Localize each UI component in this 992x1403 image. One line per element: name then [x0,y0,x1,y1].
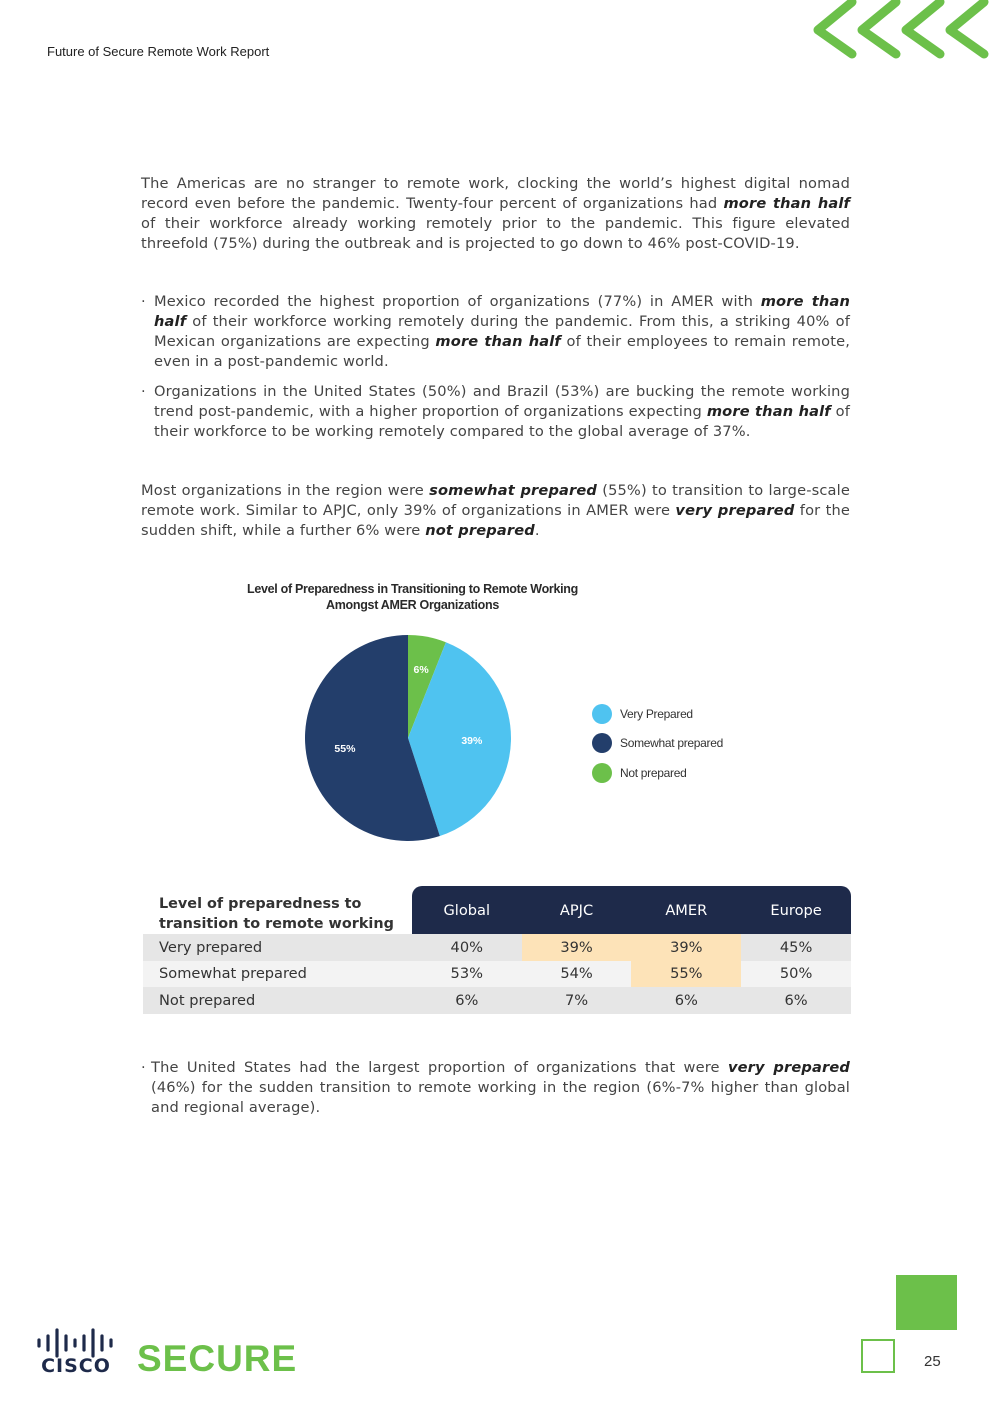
bullet-mexico-text [154,292,850,372]
table-row [143,987,851,1014]
cell-amer: 6% [631,987,741,1014]
prep-emphasis-2: very prepared [675,502,795,519]
bullet-us-brazil-text [154,382,850,442]
preparedness-table [143,886,851,1014]
cell-global: 40% [412,934,522,961]
legend-item-somewhat-prepared [592,729,723,759]
cell-europe: 6% [741,987,851,1014]
cisco-logo [36,1328,120,1379]
table-header-amer: AMER [631,886,741,934]
prep-text-2: (55%) to transition to large-scale remote work. Similar to APJC, only 39% of organizations in AMER were [141,482,850,519]
preparedness-paragraph [141,481,850,541]
chevron-decoration-icon [802,0,992,62]
bullet-dot: · [141,1059,146,1076]
bullet-united-states [141,1058,850,1118]
table-row [143,961,851,988]
row-label: Very prepared [143,934,412,961]
legend-swatch-not-prepared [592,763,612,783]
bullet-us-brazil-text-1: Organizations in the United States (50%) and Brazil (53%) are bucking the remote working trend post-pandemic, with a higher proportion of organizations expecting [154,383,850,420]
pie-label-somewhat-prepared: 55% [334,742,356,755]
cisco-bridge-icon [36,1328,120,1374]
bullet-mexico-emphasis-1: more than half [154,293,850,330]
chart-title: Level of Preparedness in Transitioning to Remote Working Amongst AMER Organizations [247,582,578,612]
cell-apjc: 39% [522,934,632,961]
legend-swatch-somewhat-prepared [592,733,612,753]
chart-legend [592,699,723,788]
legend-label-somewhat-prepared: Somewhat prepared [620,736,723,751]
pie-label-not-prepared: 6% [413,664,429,677]
row-label: Not prepared [143,987,412,1014]
bullet-mexico-text-1: Mexico recorded the highest proportion of organizations (77%) in AMER with [154,293,761,310]
bullet-us-emphasis-1: very prepared [727,1059,850,1076]
pie-label-very-prepared: 39% [461,735,483,748]
intro-text-1: The Americas are no stranger to remote work, clocking the world’s highest digital nomad record even before the pandemic. Twenty-four percent of organizations had [141,175,850,212]
bullet-us-brazil [141,382,850,442]
row-label: Somewhat prepared [143,961,412,988]
intro-paragraph [141,174,850,254]
prep-emphasis-3: not prepared [425,522,535,539]
prep-emphasis-1: somewhat prepared [429,482,598,499]
green-square-decoration [896,1275,957,1330]
legend-label-very-prepared: Very Prepared [620,706,693,721]
intro-text-2: of their workforce already working remotely prior to the pandemic. This figure elevated threefold (75%) during the outbreak and is projected to go down to 46% post-COVID-19. [141,215,850,252]
legend-swatch-very-prepared [592,704,612,724]
legend-label-not-prepared: Not prepared [620,765,687,780]
table-header-europe: Europe [741,886,851,934]
cisco-wordmark: CISCO [41,1355,111,1374]
legend-item-very-prepared [592,699,723,729]
bullet-mexico-emphasis-2: more than half [435,333,561,350]
bullet-mexico [141,292,850,372]
table-header-label [143,886,412,934]
bullet-dot: · [141,293,146,310]
table-row [143,934,851,961]
intro-emphasis-1: more than half [723,195,851,212]
page-header-title: Future of Secure Remote Work Report [47,44,270,59]
bullet-us-brazil-text-2: of their workforce to be working remotely compared to the global average of 37%. [154,403,851,440]
secure-brand-text: SECURE [137,1338,298,1379]
cell-amer: 55% [631,961,741,988]
prep-text-1: Most organizations in the region were [141,482,430,499]
bullet-dot: · [141,383,146,400]
page-number: 25 [924,1353,941,1370]
cell-europe: 50% [741,961,851,988]
cell-apjc: 7% [522,987,632,1014]
bullet-us-text-1: The United States had the largest proportion of organizations that were [151,1059,728,1076]
bullet-mexico-text-2: of their workforce working remotely during the pandemic. From this, a striking 40% of Mexican organizations are expecting [154,313,850,350]
bullet-mexico-text-3: of their employees to remain remote, even in a post-pandemic world. [154,333,850,370]
prep-text-4: . [534,522,540,539]
cell-global: 6% [412,987,522,1014]
legend-item-not-prepared [592,758,723,788]
cell-apjc: 54% [522,961,632,988]
bullet-united-states-text [151,1058,850,1118]
table-header-apjc: APJC [522,886,632,934]
cell-global: 53% [412,961,522,988]
preparedness-pie-chart [300,630,516,846]
outline-square-decoration [861,1339,895,1373]
cell-europe: 45% [741,934,851,961]
bullet-us-text-2: (46%) for the sudden transition to remote working in the region (6%-7% higher than global and regional average). [151,1079,850,1116]
table-header-line-1: Level of preparedness to [159,896,362,912]
prep-text-3: for the sudden shift, while a further 6% were [141,502,851,539]
cell-amer: 39% [631,934,741,961]
table-header-row [143,886,851,934]
table-header-global: Global [412,886,522,934]
bullet-us-brazil-emphasis-1: more than half [706,403,831,420]
table-header-line-2: transition to remote working [159,916,394,932]
